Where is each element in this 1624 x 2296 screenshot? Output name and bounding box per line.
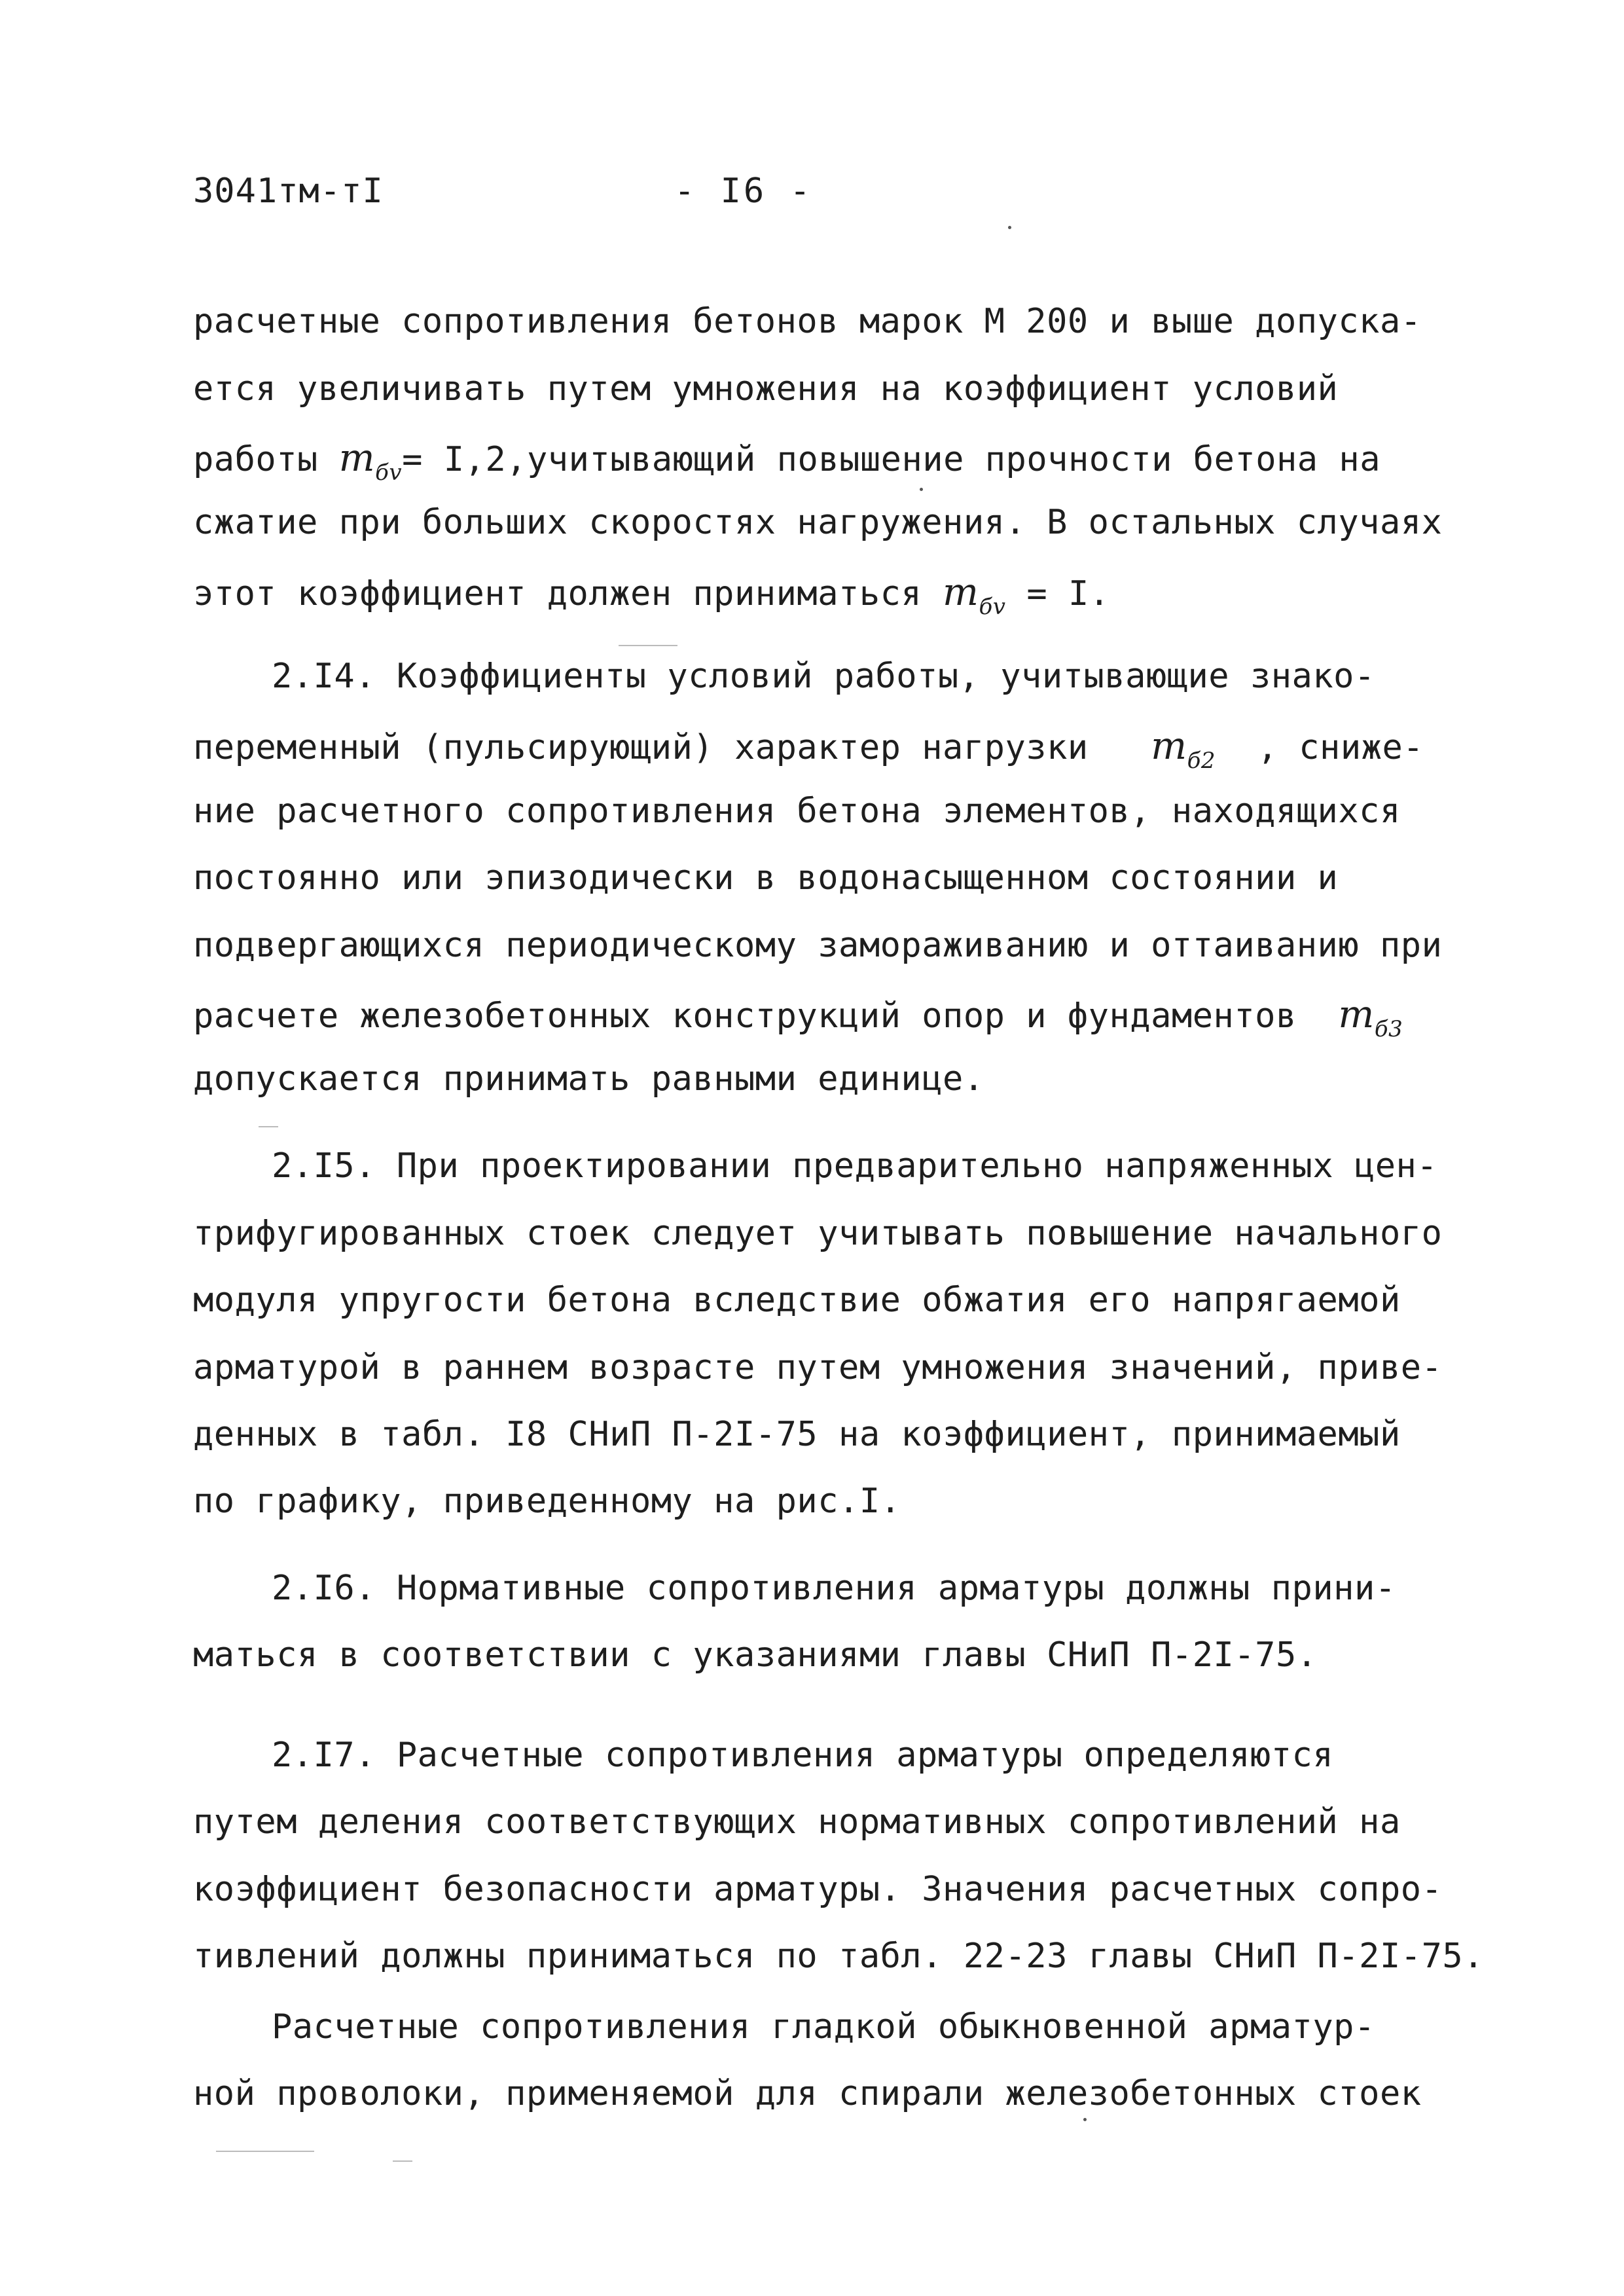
scan-artifact-line	[393, 2160, 412, 2162]
coefficient-symbol: m	[338, 435, 376, 480]
text-line: подвергающихся периодическому замораживанию и оттаиванию при	[193, 926, 1443, 965]
text-line	[193, 570, 1110, 620]
text-line: постоянно или эпизодически в водонасыщенном состоянии и	[193, 858, 1339, 898]
text-line: коэффициент безопасности арматуры. Значения расчетных сопро-	[193, 1870, 1443, 1909]
coefficient-symbol: m	[1338, 992, 1375, 1036]
text-line: по графику, приведенному на рис.I.	[193, 1482, 901, 1521]
text-line: арматурой в раннем возрасте путем умножения значений, приве-	[193, 1348, 1443, 1387]
text-line: сжатие при больших скоростях нагружения. В остальных случаях	[193, 503, 1443, 542]
scan-speck	[920, 488, 923, 491]
text-fragment: этот коэффициент должен приниматься	[193, 574, 922, 613]
text-line: Расчетные сопротивления гладкой обыкновенной арматур-	[272, 2007, 1375, 2047]
coefficient-subscript: бv	[979, 594, 1006, 620]
text-fragment: = I.	[1026, 574, 1110, 613]
text-line: допускается принимать равными единице.	[193, 1059, 984, 1099]
text-fragment: = I,2,учитывающий повышение прочности бетона на	[402, 440, 1381, 479]
text-line: маться в соответствии с указаниями главы СНиП П-2I-75.	[193, 1635, 1318, 1675]
coefficient-symbol: m	[943, 570, 979, 614]
scan-speck	[1008, 226, 1011, 229]
text-line: 2.I4. Коэффициенты условий работы, учитывающие знако-	[272, 657, 1375, 696]
document-code: 3041тм-тI	[193, 172, 384, 211]
text-line: модуля упругости бетона вследствие обжатия его напрягаемой	[193, 1281, 1401, 1320]
scan-speck	[1083, 2118, 1087, 2121]
page-number: - I6 -	[674, 172, 813, 211]
coefficient-symbol: m	[1151, 723, 1187, 768]
scan-artifact-line	[216, 2151, 314, 2152]
text-line: путем деления соответствующих нормативных сопротивлений на	[193, 1802, 1401, 1842]
text-line: 2.I6. Нормативные сопротивления арматуры должны прини-	[272, 1569, 1396, 1608]
text-line: тивлений должны приниматься по табл. 22-23 главы СНиП П-2I-75.	[193, 1937, 1485, 1976]
text-fragment: , сниже-	[1257, 728, 1424, 767]
coefficient-subscript: б2	[1187, 748, 1216, 774]
text-line: ется увеличивать путем умножения на коэффициент условий	[193, 369, 1339, 409]
text-line	[193, 723, 1424, 774]
text-line	[193, 435, 1381, 486]
text-fragment: работы	[193, 440, 318, 479]
text-line: ние расчетного сопротивления бетона элементов, находящихся	[193, 792, 1401, 831]
scan-artifact-line	[619, 645, 677, 646]
text-fragment: расчете железобетонных конструкций опор и фундаментов	[193, 996, 1297, 1036]
text-line: 2.I5. При проектировании предварительно напряженных цен-	[272, 1146, 1438, 1186]
text-line: 2.I7. Расчетные сопротивления арматуры определяются	[272, 1736, 1334, 1775]
text-line: денных в табл. I8 СНиП П-2I-75 на коэффициент, принимаемый	[193, 1415, 1401, 1454]
text-line	[193, 992, 1403, 1042]
coefficient-subscript: б3	[1374, 1016, 1403, 1042]
text-line: расчетные сопротивления бетонов марок М 200 и выше допуска-	[193, 302, 1422, 341]
coefficient-subscript: бv	[375, 460, 403, 486]
text-line: ной проволоки, применяемой для спирали железобетонных стоек	[193, 2074, 1422, 2113]
scan-artifact-line	[259, 1126, 278, 1127]
text-fragment: переменный (пульсирующий) характер нагрузки	[193, 728, 1089, 767]
text-line: трифугированных стоек следует учитывать повышение начального	[193, 1214, 1443, 1253]
